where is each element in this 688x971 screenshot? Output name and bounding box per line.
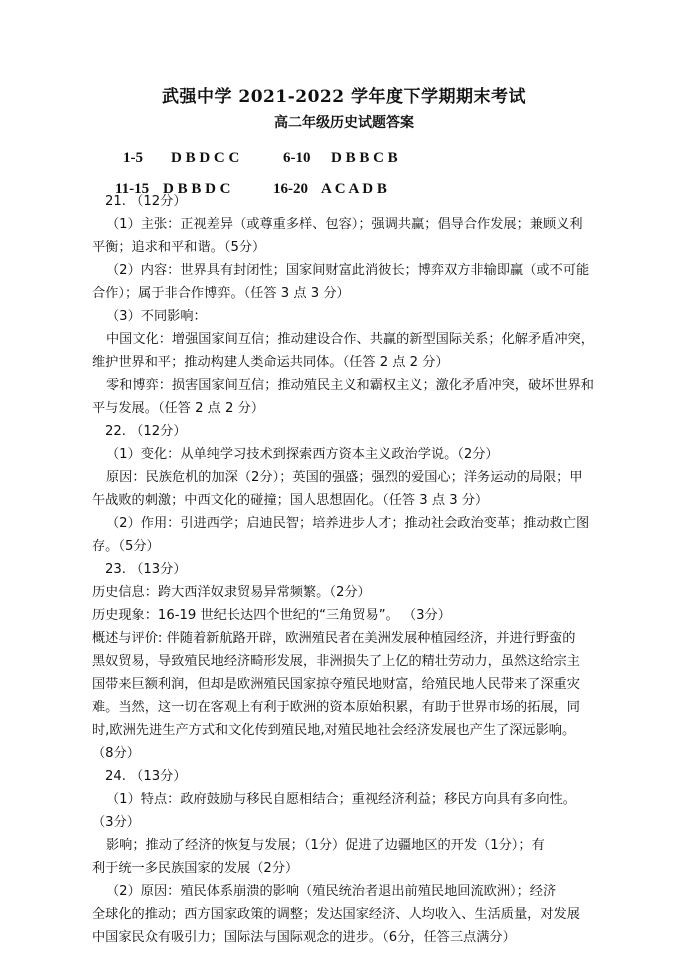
text-line: 维护世界和平；推动构建人类命运共同体。（任答 2 点 2 分）: [92, 355, 449, 370]
text-line: 存。（5分）: [92, 539, 160, 554]
choice-range: 16-20: [273, 181, 308, 197]
document-title: 武强中学 2021-2022 学年度下学期期末考试: [161, 87, 527, 107]
choice-range: 6-10: [283, 150, 311, 166]
text-line: 中国文化：增强国家间互信；推动建设合作、共赢的新型国际关系；化解矛盾冲突，: [106, 332, 594, 347]
text-line: （2）作用：引进西学；启迪民智；培养进步人才；推动社会政治变革；推动救亡图: [106, 516, 590, 531]
text-line: 平与发展。（任答 2 点 2 分）: [92, 401, 265, 416]
text-line: （3分）: [92, 815, 140, 830]
choice-values: D B D C C: [171, 150, 240, 166]
text-line: 中国家民众有吸引力；国际法与国际观念的进步。（6分，任答三点满分）: [92, 930, 516, 945]
text-line: 午战败的刺激；中西文化的碰撞；国人思想固化。（任答 3 点 3 分）: [92, 493, 489, 508]
choice-values: A C A D B: [321, 181, 387, 197]
text-line: 利于统一多民族国家的发展（2分）: [92, 861, 299, 876]
q22-heading: 22. （12分）: [105, 424, 187, 439]
answer-content: [92, 190, 652, 949]
text-line: 零和博弈：损害国家间互信；推动殖民主义和霸权主义；激化矛盾冲突，破坏世界和: [106, 378, 594, 393]
text-line: 原因：民族危机的加深（2分）；英国的强盛；强烈的爱国心；洋务运动的局限；甲: [106, 470, 583, 485]
text-line: 时,欧洲先进生产方式和文化传到殖民地,对殖民地社会经济发展也产生了深远影响。: [92, 723, 576, 738]
text-line: 影响；推动了经济的恢复与发展；（1分）促进了边疆地区的开发（1分）；有: [106, 838, 545, 853]
choice-range: 1-5: [123, 150, 143, 166]
text-line: 全球化的推动；西方国家政策的调整；发达国家经济、人均收入、生活质量，对发展: [92, 907, 580, 922]
text-line: 难。当然，这一切在客观上有利于欧洲的资本原始积累，有助于世界市场的拓展，同: [92, 700, 580, 715]
text-line: 历史现象：16-19 世纪长达四个世纪的“三角贸易”。 （3分）: [92, 608, 451, 623]
text-line: （8分）: [92, 746, 140, 761]
text-line: （1）特点：政府鼓励与移民自愿相结合；重视经济利益；移民方向具有多向性。: [106, 792, 576, 807]
text-line: 合作）；属于非合作博弈。（任答 3 点 3 分）: [92, 286, 350, 301]
text-line: （2）原因：殖民体系崩溃的影响（殖民统治者退出前殖民地回流欧洲）；经济: [106, 884, 557, 899]
text-line: 平衡；追求和平和谐。（5分）: [92, 240, 266, 255]
choice-range: 11-15: [115, 181, 150, 197]
text-line: 概述与评价: 伴随着新航路开辟，欧洲殖民者在美洲发展种植园经济，并进行野蛮的: [92, 631, 576, 646]
text-line: 历史信息：跨大西洋奴隶贸易异常频繁。（2分）: [92, 585, 371, 600]
choice-values: D B B C B: [331, 150, 398, 166]
text-line: 国带来巨额利润，但却是欧洲殖民国家掠夺殖民地财富，给殖民地人民带来了深重灾: [92, 677, 580, 692]
text-line: （1）主张：正视差异（或尊重多样、包容）；强调共赢；倡导合作发展；兼顾义利: [106, 217, 583, 232]
text-line: （2）内容：世界具有封闭性；国家间财富此消彼长；博弈双方非输即赢（或不可能: [106, 263, 590, 278]
text-line: 黑奴贸易，导致殖民地经济畸形发展，非洲损失了上亿的精壮劳动力，虽然这给宗主: [92, 654, 580, 669]
text-line: （3）不同影响：: [106, 309, 207, 324]
q24-heading: 24. （13分）: [105, 769, 187, 784]
choice-values: D B B D C: [163, 181, 231, 197]
q21-heading: 21. （12分）: [105, 194, 187, 209]
q23-heading: 23. （13分）: [105, 562, 187, 577]
document-subtitle: 高二年级历史试题答案: [274, 115, 414, 131]
text-line: （1）变化：从单纯学习技术到探索西方资本主义政治学说。（2分）: [106, 447, 499, 462]
